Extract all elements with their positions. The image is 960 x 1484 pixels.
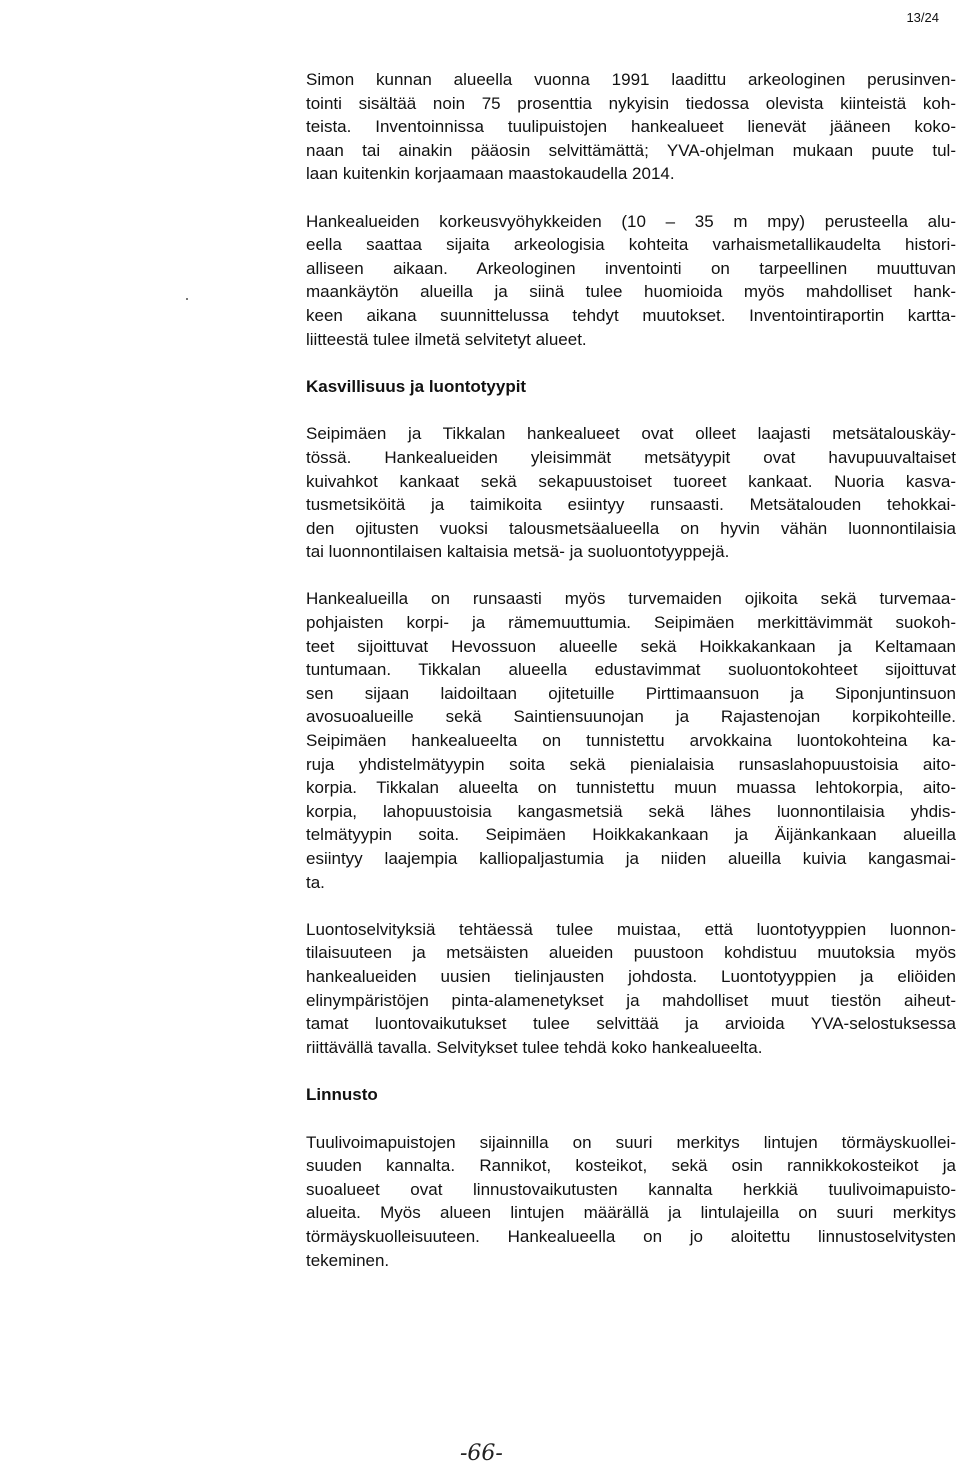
paragraph-nature-surveys [306, 918, 956, 1060]
text-line: tamat luontovaikutukset tulee selvittää ja arvioida YVA-selostuksessa [306, 1014, 956, 1034]
text-line: Seipimäen ja Tikkalan hankealueet ovat olleet laajasti metsätalouskäy- [306, 424, 956, 444]
text-line: ta. [306, 872, 325, 892]
paragraph-archaeology-inventory [306, 68, 956, 186]
text-line: suuden kannalta. Rannikot, kosteikot, sekä osin rannikkokosteikot ja [306, 1156, 956, 1176]
text-line: keen aikana suunnittelussa tehdyt muutokset. Inventointiraportin kartta- [306, 305, 956, 325]
paragraph-peatlands [306, 587, 956, 894]
text-line: elinympäristöjen pinta-alamenetykset ja mahdolliset muut tiestön aiheut- [306, 990, 956, 1010]
text-line: alueita. Myös alueen lintujen määrällä ja lintulajeilla on suuri merkitys [306, 1203, 956, 1223]
text-line: pohjaisten korpi- ja rämemuuttumia. Seipimäen merkittävimmät suokoh- [306, 613, 956, 633]
text-line: teista. Inventoinnissa tuulipuistojen hankealueet lienevät jääneen koko- [306, 117, 956, 137]
text-line: naan tai ainakin pääosin selvittämättä; YVA-ohjelman mukaan puute tul- [306, 140, 956, 160]
text-line: telmätyypin soita. Seipimäen Hoikkakankaan ja Äijänkankaan alueilla [306, 825, 956, 845]
text-line: Hankealueilla on runsaasti myös turvemaiden ojikoita sekä turvemaa- [306, 589, 956, 609]
page-number: 13/24 [906, 10, 939, 25]
text-line: Simon kunnan alueella vuonna 1991 laadittu arkeologinen perusinven- [306, 70, 956, 89]
text-line: Seipimäen hankealueelta on tunnistettu arvokkaina luontokohteina ka- [306, 731, 956, 751]
text-line: esiintyy laajempia kalliopaljastumia ja niiden alueilla kuivia kangasmai- [306, 849, 956, 868]
text-line: maankäytön alueilla ja siinä tulee huomioida myös mahdolliset hank- [306, 282, 956, 302]
text-line: avosuoalueille sekä Saintiensuunojan ja Rajastenojan korpikohteille. [306, 707, 956, 727]
heading-vegetation: Kasvillisuus ja luontotyypit [306, 376, 527, 396]
text-line: alliseen aikaan. Arkeologinen inventointi on tarpeellinen muuttuvan [306, 258, 956, 278]
text-line: tointi sisältää noin 75 prosenttia nykyisin tiedossa olevista kiinteistä koh- [306, 93, 956, 113]
text-line: tusmetsiköitä ja taimikoita esiintyy runsaasti. Metsätalouden tehokkai- [306, 495, 956, 515]
text-line: tekeminen. [306, 1250, 390, 1270]
text-line: riittävällä tavalla. Selvitykset tulee tehdä koko hankealueelta. [306, 1037, 763, 1057]
text-line: eella saattaa sijaita arkeologisia kohteita varhaismetallikaudelta histori- [306, 235, 956, 255]
text-line: ruja yhdistelmätyypin soita sekä pienialaisia runsaslahopuustoisia aito- [306, 754, 956, 774]
text-line: laan kuitenkin korjaamaan maastokaudella 2014. [306, 164, 675, 184]
text-line: Tuulivoimapuistojen sijainnilla on suuri merkitys lintujen törmäyskuollei- [306, 1132, 956, 1152]
text-line: sen sijaan laidoiltaan ojitetuille Pirttimaansuon ja Siponjuntinsuon [306, 683, 956, 703]
text-line: den ojitusten vuoksi talousmetsäalueella on hyvin vähän luonnontilaisia [306, 518, 956, 538]
scan-speck [186, 298, 188, 300]
text-line: Hankealueiden korkeusvyöhykkeiden (10 – 35 m mpy) perusteella alu- [306, 211, 956, 231]
document-body [306, 68, 956, 1272]
handwritten-page-mark: -66- [460, 1441, 503, 1466]
heading-birdlife: Linnusto [306, 1084, 378, 1104]
paragraph-bird-collisions [306, 1131, 956, 1273]
text-line: teet sijoittuvat Hevossuon alueelle sekä Hoikkakankaan ja Keltamaan [306, 636, 956, 656]
text-line: hankealueiden uusien tielinjausten johdosta. Luontotyyppien ja eliöiden [306, 966, 956, 986]
text-line: törmäyskuolleisuuteen. Hankealueella on jo aloitettu linnustoselvitysten [306, 1226, 956, 1246]
text-line: korpia. Tikkalan alueelta on tunnistettu muun muassa lehtokorpia, aito- [306, 778, 956, 798]
text-line: tilaisuuteen ja metsäisten alueiden puustoon kohdistuu muutoksia myös [306, 943, 956, 963]
text-line: korpia, lahopuustoisia kangasmetsiä sekä lähes luonnontilaisia yhdis- [306, 801, 956, 821]
text-line: tuntumaan. Tikkalan alueella edustavimmat suoluontokohteet sijoittuvat [306, 660, 956, 680]
paragraph-forest-types [306, 422, 956, 564]
text-line: Luontoselvityksiä tehtäessä tulee muistaa, että luontotyyppien luonnon- [306, 919, 956, 939]
text-line: liitteestä tulee ilmetä selvitetyt alueet. [306, 329, 587, 349]
paragraph-altitude-zones [306, 210, 956, 352]
text-line: kuivahkot kankaat sekä sekapuustoiset tuoreet kankaat. Nuoria kasva- [306, 471, 956, 491]
text-line: tai luonnontilaisen kaltaisia metsä- ja suoluontotyyppejä. [306, 542, 730, 562]
text-line: tössä. Hankealueiden yleisimmät metsätyypit ovat havupuuvaltaiset [306, 447, 956, 467]
text-line: suoalueet ovat linnustovaikutusten kannalta herkkiä tuulivoimapuisto- [306, 1179, 956, 1199]
